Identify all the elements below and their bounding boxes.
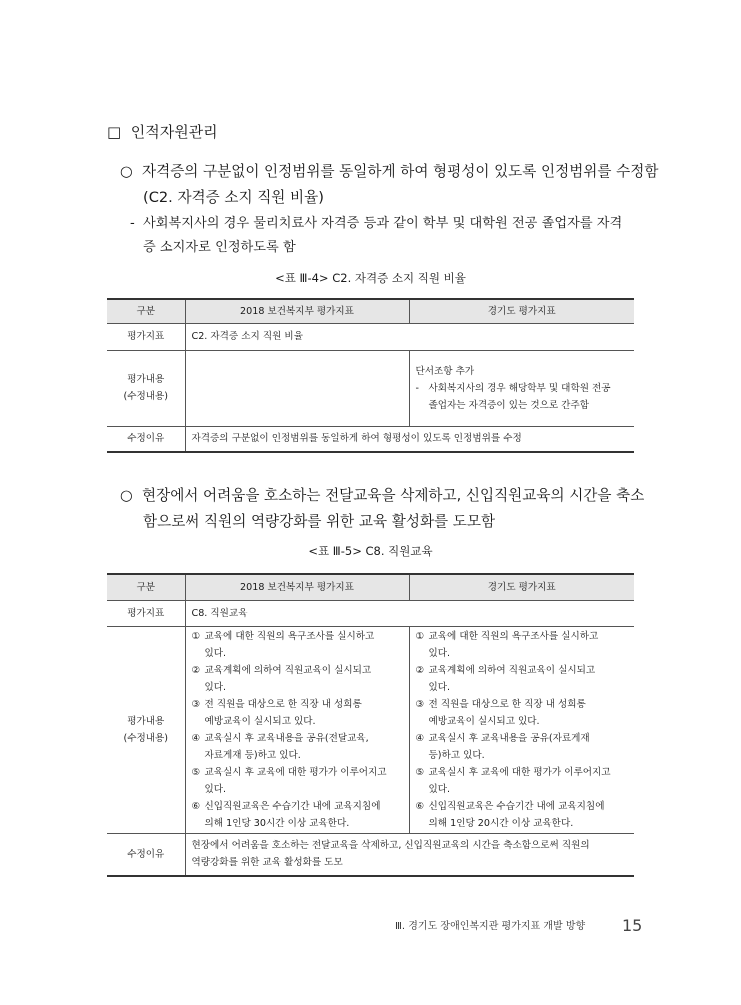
dash-item-1-line-2: 증 소지자로 인정하도록 함	[143, 240, 296, 255]
table-1-row-content-col-gyeonggi	[409, 350, 634, 426]
list-item-number: ③	[415, 698, 425, 710]
dash-item-1-line-1: 사회복지사의 경우 물리치료사 자격증 등과 같이 학부 및 대학원 전공 졸업자를 자격	[143, 216, 623, 231]
list-item	[416, 696, 629, 730]
table-2-row-content-col-2018	[185, 626, 409, 833]
table-2-row-index-value: C8. 직원교육	[185, 600, 634, 626]
list-item-text	[429, 662, 629, 696]
list-item	[416, 628, 629, 662]
table-1-header-2018: 2018 보건복지부 평가지표	[185, 299, 409, 323]
table-2-row-index-label: 평가지표	[107, 600, 185, 626]
dash-marker: -	[130, 216, 135, 231]
list-item-text	[205, 730, 403, 764]
list-item-line: 교육에 대한 직원의 욕구조사를 실시하고	[428, 630, 599, 642]
table-1-caption: <표 Ⅲ-4> C2. 자격증 소지 직원 비율	[275, 271, 466, 285]
list-item-text	[205, 764, 403, 798]
list-item-line: 전 직원을 대상으로 한 직장 내 성희롱	[204, 698, 362, 710]
list-item-line: 의해 1인당 30시간 이상 교육한다.	[204, 817, 350, 829]
list-item-number: ⑥	[191, 800, 201, 812]
list-item-number: ②	[415, 664, 425, 676]
table-2-row-content-col-gyeonggi	[409, 626, 634, 833]
table-1-header-category: 구분	[107, 299, 185, 323]
list-item	[416, 730, 629, 764]
list-item-line: 있다.	[428, 783, 451, 795]
list-item-line: 있다.	[428, 647, 451, 659]
numbered-list-2018	[192, 628, 403, 832]
list-item-number: ⑤	[415, 766, 425, 778]
table-2	[107, 573, 634, 877]
bullet-2	[120, 485, 644, 507]
reason-line: 현장에서 어려움을 호소하는 전달교육을 삭제하고, 신입직원교육의 시간을 축소함으로써 직원의	[191, 840, 590, 852]
list-item	[192, 730, 403, 764]
dash-item-1	[130, 213, 622, 235]
list-item-text	[429, 730, 629, 764]
list-item	[192, 764, 403, 798]
table-1	[107, 298, 634, 453]
list-item-number: ④	[415, 732, 425, 744]
list-item-line: 신입직원교육은 수습기간 내에 교육지침에	[428, 800, 605, 812]
table-1-header-row	[107, 299, 634, 323]
circle-bullet-icon: ○	[120, 487, 133, 504]
circle-bullet-icon: ○	[120, 163, 133, 180]
label-line: 평가내용	[127, 374, 165, 385]
table-1-header-gyeonggi: 경기도 평가지표	[409, 299, 634, 323]
list-item-line: 신입직원교육은 수습기간 내에 교육지침에	[204, 800, 381, 812]
list-item	[192, 628, 403, 662]
list-item-text	[429, 696, 629, 730]
list-item-text	[205, 628, 403, 662]
list-item-number: ①	[191, 630, 201, 642]
table-2-caption: <표 Ⅲ-5> C8. 직원교육	[308, 544, 433, 558]
table-1-row-content	[107, 350, 634, 426]
list-item-line: 자료게재 등)하고 있다.	[204, 749, 301, 761]
list-item-text	[429, 628, 629, 662]
list-item-number: ④	[191, 732, 201, 744]
table-2-row-reason-value	[185, 833, 634, 876]
list-item	[192, 798, 403, 832]
reason-line: 역량강화를 위한 교육 활성화를 도모	[191, 857, 343, 869]
table-1-row-index-label: 평가지표	[107, 323, 185, 350]
list-item-line: 교육계획에 의하여 직원교육이 실시되고	[428, 664, 596, 676]
list-item-line: 있다.	[428, 681, 451, 693]
bullet-1	[120, 161, 658, 183]
list-item	[416, 798, 629, 832]
list-item-line: 있다.	[204, 783, 227, 795]
list-item-number: ②	[191, 664, 201, 676]
table-1-row-index-value: C2. 자격증 소지 직원 비율	[185, 323, 634, 350]
list-item-line: 예방교육이 실시되고 있다.	[204, 715, 316, 727]
list-item-text	[429, 798, 629, 832]
table-1-row-index	[107, 323, 634, 350]
dash-marker: -	[415, 382, 419, 394]
list-item-line: 교육실시 후 교육에 대한 평가가 이루어지고	[204, 766, 387, 778]
table-1-row-reason-label: 수정이유	[107, 426, 185, 452]
content-line: 사회복지사의 경우 해당학부 및 대학원 전공	[428, 382, 611, 394]
label-line: (수정내용)	[123, 391, 169, 402]
list-item-text	[205, 798, 403, 832]
list-item-number: ③	[191, 698, 201, 710]
table-2-header-category: 구분	[107, 574, 185, 600]
table-2-row-reason	[107, 833, 634, 876]
table-1-row-reason-value: 자격증의 구분없이 인정범위를 동일하게 하여 형평성이 있도록 인정범위를 수정	[185, 426, 634, 452]
label-line: 평가내용	[127, 715, 165, 727]
section-title	[107, 121, 218, 143]
table-1-row-content-col-2018	[185, 350, 409, 426]
table-2-header-row	[107, 574, 634, 600]
content-dash-item	[416, 380, 629, 414]
list-item-text	[429, 764, 629, 798]
footer-chapter-title: Ⅲ. 경기도 장애인복지관 평가지표 개발 방향	[395, 921, 586, 932]
table-2-row-reason-label: 수정이유	[107, 833, 185, 876]
list-item-number: ①	[415, 630, 425, 642]
bullet-1-line-2: (C2. 자격증 소지 직원 비율)	[143, 189, 324, 206]
numbered-list-gyeonggi	[416, 628, 629, 832]
page-number: 15	[622, 916, 643, 935]
content-line: 단서조항 추가	[415, 365, 475, 377]
list-item-number: ⑥	[415, 800, 425, 812]
list-item-line: 있다.	[204, 647, 227, 659]
content-dash-text	[429, 380, 629, 414]
table-1-row-reason	[107, 426, 634, 452]
list-item-line: 등)하고 있다.	[428, 749, 485, 761]
label-line: (수정내용)	[123, 732, 169, 744]
list-item-number: ⑤	[191, 766, 201, 778]
table-2-header-gyeonggi: 경기도 평가지표	[409, 574, 634, 600]
list-item-text	[205, 696, 403, 730]
list-item-line: 예방교육이 실시되고 있다.	[428, 715, 540, 727]
table-1-row-content-label	[107, 350, 185, 426]
list-item	[192, 662, 403, 696]
table-2-row-index	[107, 600, 634, 626]
list-item-line: 교육실시 후 교육에 대한 평가가 이루어지고	[428, 766, 611, 778]
list-item-line: 의해 1인당 20시간 이상 교육한다.	[428, 817, 574, 829]
bullet-1-line-1: 자격증의 구분없이 인정범위를 동일하게 하여 형평성이 있도록 인정범위를 수정함	[142, 163, 659, 180]
list-item-line: 교육실시 후 교육내용을 공유(전달교육,	[204, 732, 369, 744]
table-2-row-content-label	[107, 626, 185, 833]
content-line: 졸업자는 자격증이 있는 것으로 간주함	[428, 399, 589, 411]
list-item-line: 교육계획에 의하여 직원교육이 실시되고	[204, 664, 372, 676]
list-item-line: 교육에 대한 직원의 욕구조사를 실시하고	[204, 630, 375, 642]
list-item	[416, 764, 629, 798]
list-item-line: 교육실시 후 교육내용을 공유(자료게재	[428, 732, 590, 744]
bullet-2-line-2: 함으로써 직원의 역량강화를 위한 교육 활성화를 도모함	[143, 513, 496, 530]
list-item-line: 전 직원을 대상으로 한 직장 내 성희롱	[428, 698, 586, 710]
list-item-text	[205, 662, 403, 696]
bullet-2-line-1: 현장에서 어려움을 호소하는 전달교육을 삭제하고, 신입직원교육의 시간을 축소	[142, 487, 645, 504]
list-item	[416, 662, 629, 696]
section-title-text: 인적자원관리	[130, 123, 218, 141]
list-item	[192, 696, 403, 730]
checkbox-square-icon: □	[107, 123, 122, 141]
list-item-line: 있다.	[204, 681, 227, 693]
table-2-row-content	[107, 626, 634, 833]
table-2-header-2018: 2018 보건복지부 평가지표	[185, 574, 409, 600]
